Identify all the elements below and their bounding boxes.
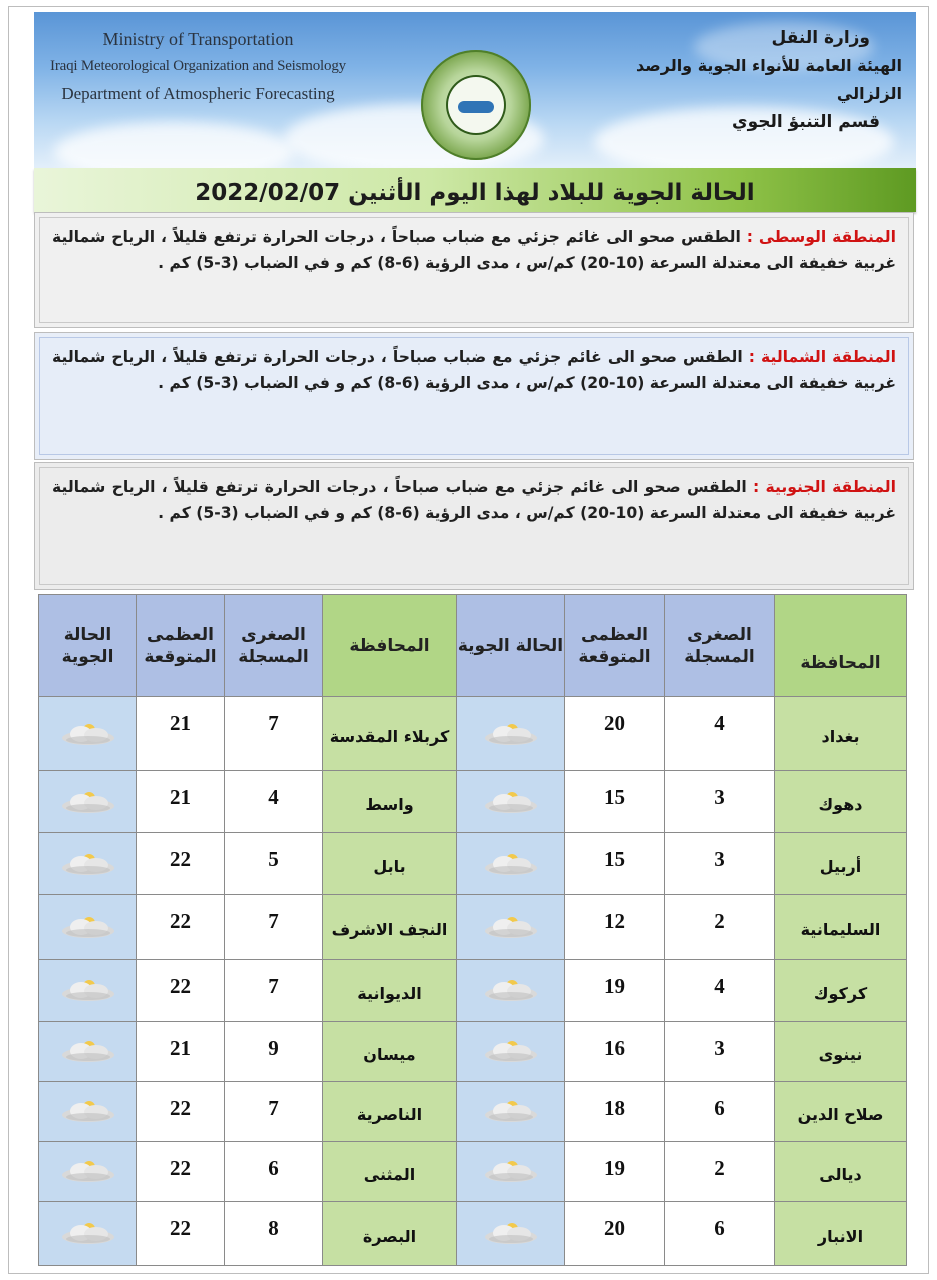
max-temp-left: 22 [137,1201,225,1265]
table-row [39,1021,907,1081]
province-right: كركوك [775,959,907,1021]
partly-cloudy-icon [59,851,117,877]
min-temp-left: 7 [225,959,323,1021]
table-row [39,1141,907,1201]
partly-cloudy-icon [482,914,540,940]
region-north-box [34,332,914,460]
department-name-ar: قسم التنبؤ الجوي [732,112,880,132]
max-temp-right: 12 [565,895,665,959]
header-province-right: المحافظة [775,595,907,697]
weather-cell [39,1201,137,1265]
region-central-name: المنطقة الوسطى : [746,228,896,246]
max-temp-left: 21 [137,771,225,833]
province-right: أربيل [775,833,907,895]
min-temp-left: 4 [225,771,323,833]
forecast-table [38,594,907,1266]
partly-cloudy-icon [482,1158,540,1184]
title-bar [34,168,916,212]
table-row [39,1081,907,1141]
partly-cloudy-icon [482,1220,540,1246]
header-max-left: العظمى المتوقعة [137,595,225,697]
min-temp-left: 5 [225,833,323,895]
partly-cloudy-icon [59,1038,117,1064]
weather-cell [457,1201,565,1265]
region-south-forecast: الطقس صحو الى غائم جزئي مع ضباب صباحاً ، درجات الحرارة ترتفع قليلاً ، الرياح شمالية غربية خفيفة الى معتدلة السرعة (10-20) كم/س ، مدى الرؤية (6-8) كم و في الضباب (3-5) كم . [52,478,896,522]
table-row [39,771,907,833]
min-temp-left: 7 [225,1081,323,1141]
min-temp-left: 7 [225,895,323,959]
department-name-en: Department of Atmospheric Forecasting [61,84,335,103]
region-central-forecast: الطقس صحو الى غائم جزئي مع ضباب صباحاً ، درجات الحرارة ترتفع قليلاً ، الرياح شمالية غربية خفيفة الى معتدلة السرعة (10-20) كم/س ، مدى الرؤية (6-8) كم و في الضباب (3-5) كم . [52,228,896,272]
organization-name-ar: الهيئة العامة للأنواء الجوية والرصد الزلزالي [636,56,902,103]
province-right: نينوى [775,1021,907,1081]
province-right: السليمانية [775,895,907,959]
max-temp-right: 16 [565,1021,665,1081]
weather-cell [39,697,137,771]
partly-cloudy-icon [59,1158,117,1184]
region-south-name: المنطقة الجنوبية : [752,478,896,496]
table-row [39,833,907,895]
english-header [48,26,348,107]
min-temp-left: 7 [225,697,323,771]
weather-cell [39,1081,137,1141]
weather-cell [457,771,565,833]
weather-cell [39,895,137,959]
partly-cloudy-icon [59,914,117,940]
header-weather-left: الحالة الجوية [39,595,137,697]
weather-cell [457,697,565,771]
ministry-name-ar: وزارة النقل [771,28,870,48]
max-temp-left: 22 [137,959,225,1021]
max-temp-right: 19 [565,959,665,1021]
province-right: بغداد [775,697,907,771]
organization-name-en: Iraqi Meteorological Organization and Seismology [50,58,346,74]
ministry-name-en: Ministry of Transportation [102,29,294,49]
weather-cell [39,1021,137,1081]
min-temp-left: 8 [225,1201,323,1265]
header-banner [34,12,916,168]
province-left: الناصرية [323,1081,457,1141]
weather-cell [457,959,565,1021]
min-temp-right: 4 [665,959,775,1021]
weather-cell [39,959,137,1021]
max-temp-right: 19 [565,1141,665,1201]
region-south-text [39,467,909,585]
province-left: ميسان [323,1021,457,1081]
partly-cloudy-icon [482,721,540,747]
table-row [39,1201,907,1265]
weather-cell [39,833,137,895]
header-min-left: الصغرى المسجلة [225,595,323,697]
header-province-left: المحافظة [323,595,457,697]
max-temp-right: 18 [565,1081,665,1141]
min-temp-right: 3 [665,771,775,833]
region-north-text [39,337,909,455]
page-title: الحالة الجوية للبلاد لهذا اليوم الأثنين 2022/02/07 [195,180,755,206]
max-temp-right: 15 [565,833,665,895]
province-left: كربلاء المقدسة [323,697,457,771]
max-temp-right: 20 [565,1201,665,1265]
region-south-box [34,462,914,590]
table-header-row [39,595,907,697]
partly-cloudy-icon [59,1098,117,1124]
max-temp-right: 20 [565,697,665,771]
min-temp-right: 3 [665,833,775,895]
province-left: الديوانية [323,959,457,1021]
partly-cloudy-icon [482,977,540,1003]
partly-cloudy-icon [482,1038,540,1064]
max-temp-left: 21 [137,697,225,771]
table-row [39,959,907,1021]
partly-cloudy-icon [482,789,540,815]
weather-cell [457,1081,565,1141]
province-right: ديالى [775,1141,907,1201]
partly-cloudy-icon [59,789,117,815]
max-temp-right: 15 [565,771,665,833]
header-min-right: الصغرى المسجلة [665,595,775,697]
table-row [39,895,907,959]
min-temp-right: 2 [665,895,775,959]
partly-cloudy-icon [482,1098,540,1124]
region-north-forecast: الطقس صحو الى غائم جزئي مع ضباب صباحاً ، درجات الحرارة ترتفع قليلاً ، الرياح شمالية غربية خفيفة الى معتدلة السرعة (10-20) كم/س ، مدى الرؤية (6-8) كم و في الضباب (3-5) كم . [52,348,896,392]
province-left: النجف الاشرف [323,895,457,959]
header-weather-right: الحالة الجوية [457,595,565,697]
partly-cloudy-icon [482,851,540,877]
partly-cloudy-icon [59,1220,117,1246]
weather-cell [39,1141,137,1201]
max-temp-left: 22 [137,1081,225,1141]
max-temp-left: 21 [137,1021,225,1081]
province-right: الانبار [775,1201,907,1265]
max-temp-left: 22 [137,833,225,895]
imos-emblem-logo [421,50,531,160]
min-temp-left: 6 [225,1141,323,1201]
min-temp-right: 6 [665,1081,775,1141]
region-central-box [34,212,914,328]
region-north-name: المنطقة الشمالية : [748,348,896,366]
province-right: صلاح الدين [775,1081,907,1141]
weather-cell [457,1021,565,1081]
partly-cloudy-icon [59,977,117,1003]
partly-cloudy-icon [59,721,117,747]
region-central-text [39,217,909,323]
arabic-header [602,24,902,136]
min-temp-left: 9 [225,1021,323,1081]
province-left: البصرة [323,1201,457,1265]
weather-cell [39,771,137,833]
min-temp-right: 2 [665,1141,775,1201]
province-left: واسط [323,771,457,833]
table-row [39,697,907,771]
header-max-right: العظمى المتوقعة [565,595,665,697]
max-temp-left: 22 [137,895,225,959]
weather-cell [457,895,565,959]
min-temp-right: 4 [665,697,775,771]
province-left: المثنى [323,1141,457,1201]
weather-cell [457,833,565,895]
max-temp-left: 22 [137,1141,225,1201]
min-temp-right: 6 [665,1201,775,1265]
weather-cell [457,1141,565,1201]
province-left: بابل [323,833,457,895]
min-temp-right: 3 [665,1021,775,1081]
province-right: دهوك [775,771,907,833]
